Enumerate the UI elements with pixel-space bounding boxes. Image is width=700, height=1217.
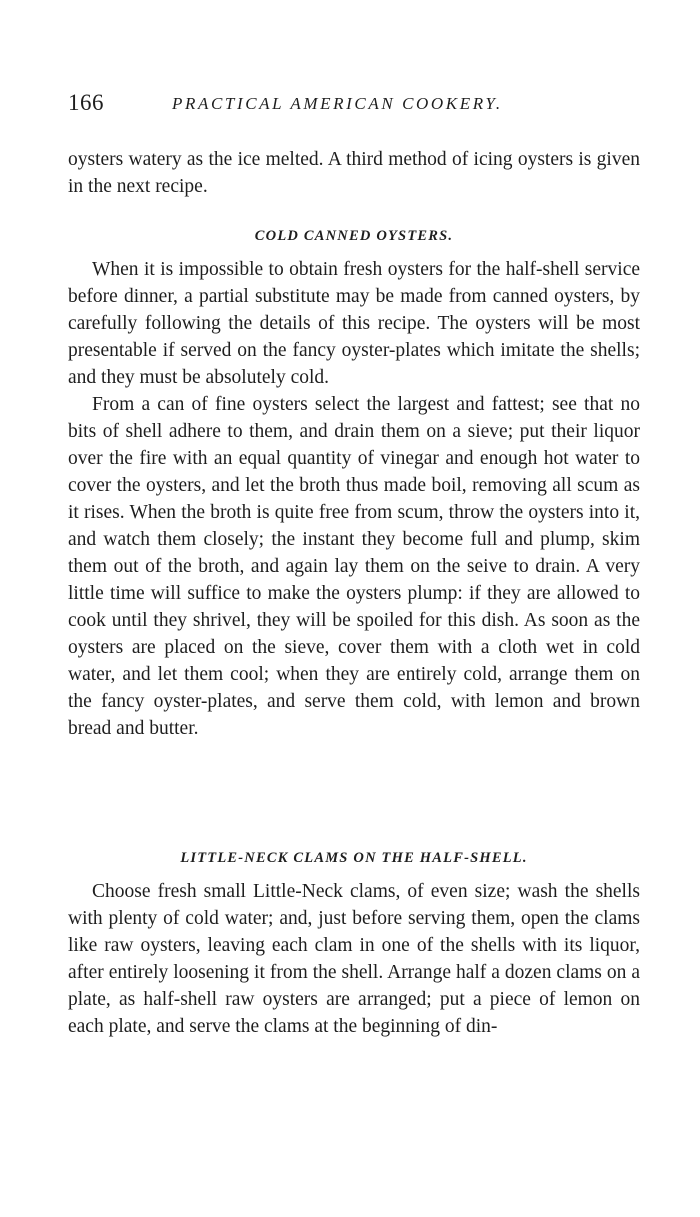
paragraph: From a can of fine oysters select the largest and fattest; see that no bits of shell adhere to them, and drain them on a sieve; put their liquor over the fire with an equal quantity of vinegar and enough hot water to cover the oysters, and let the broth thus made boil, removing all scum as it rises. When the broth is quite free from scum, throw the oysters into it, and watch them closely; the instant they become full and plump, skim them out of the broth, and again lay them on the seive to drain. A very little time will suffice to make the oysters plump: if they are allowed to cook until they shrivel, they will be spoiled for this dish. As soon as the oysters are placed on the sieve, cover them with a cloth wet in cold water, and let them cool; when they are entirely cold, arrange them on the fancy oyster-plates, and serve them cold, with lemon and brown bread and butter. [68,394,640,739]
paragraph: Choose fresh small Little-Neck clams, of even size; wash the shells with plenty of cold water; and, just before serving them, open the clams like raw oysters, leaving each clam in one of the shells with its liquor, after entirely loosening it from the shell. Arrange half a dozen clams on a plate, as half-shell raw oysters are arranged; put a piece of lemon on each plate, and serve the clams at the beginning of din- [68,881,640,1037]
running-head [68,90,638,122]
continuation-text [68,146,640,200]
page-number: 166 [68,90,104,115]
section-heading-little-neck-clams: LITTLE-NECK CLAMS ON THE HALF-SHELL. [180,850,528,866]
section-body-little-neck-clams [68,878,640,1040]
paragraph: When it is impossible to obtain fresh oysters for the half-shell service before dinner, a partial substitute may be made from canned oysters, by carefully following the details of this recipe. The oysters will be most presentable if served on the fancy oyster-plates which imitate the shells; and they must be absolutely cold. [68,259,640,388]
section-heading-cold-canned-oysters: COLD CANNED OYSTERS. [254,228,454,244]
section-body-cold-canned-oysters [68,256,640,742]
book-title: PRACTICAL AMERICAN COOKERY. [172,94,503,113]
continuation-paragraph: oysters watery as the ice melted. A third method of icing oysters is given in the next recipe. [68,149,640,197]
